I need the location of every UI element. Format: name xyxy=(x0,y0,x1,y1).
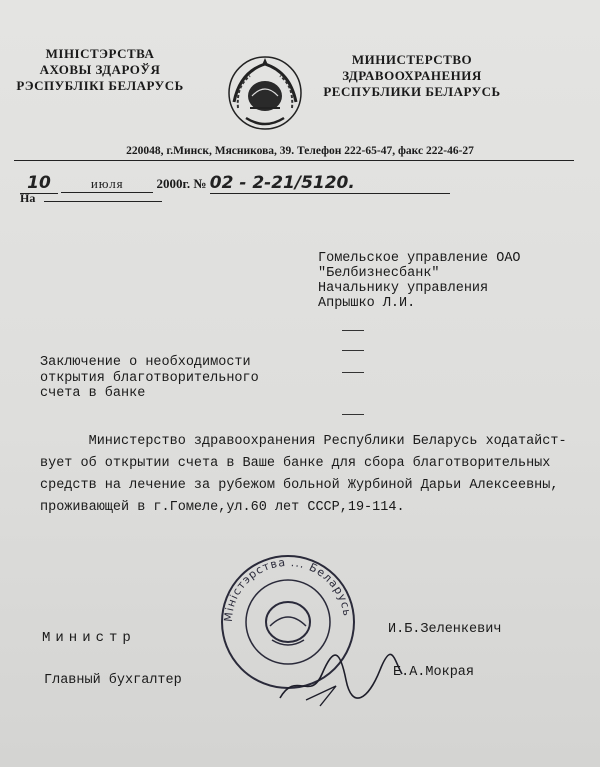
body-line: средств на лечение за рубежом больной Журбиной Дарьи Алексеевны, xyxy=(40,478,559,493)
subject-block xyxy=(40,355,259,402)
body-line: проживающей в г.Гомеле,ул.60 лет СССР,19-114. xyxy=(40,500,405,515)
addressee-line: Апрышко Л.И. xyxy=(318,296,416,311)
header-ru-line1: МИНИСТЕРСТВО xyxy=(351,52,473,67)
signature-mark xyxy=(276,640,406,710)
body-line: вует об открытии счета в Ваше банке для сбора благотворительных xyxy=(40,456,551,471)
stamp-text: Міністэрства ... Беларусь xyxy=(221,555,354,623)
na-label: На xyxy=(20,191,36,205)
margin-mark xyxy=(342,372,364,373)
subject-line: Заключение о необходимости xyxy=(40,355,251,370)
header-russian xyxy=(312,52,512,100)
addressee-line: Начальнику управления xyxy=(318,281,489,296)
header-ru-line3: РЕСПУБЛИКИ БЕЛАРУСЬ xyxy=(323,84,501,99)
na-blank xyxy=(44,201,162,202)
accountant-label: Главный бухгалтер xyxy=(44,673,182,688)
minister-label: Министр xyxy=(42,630,136,646)
date-month: июля xyxy=(61,176,153,193)
body-line: Министерство здравоохранения Республики Беларусь ходатайст- xyxy=(40,434,567,449)
header-divider xyxy=(14,160,574,161)
addressee-line: Гомельское управление ОАО xyxy=(318,251,521,266)
margin-mark xyxy=(342,414,364,415)
letter-body xyxy=(40,431,588,519)
header-ru-line2: ЗДРАВООХРАНЕНИЯ xyxy=(342,68,482,83)
date-year: 2000г. xyxy=(156,176,191,191)
minister-name: И.Б.Зеленкевич xyxy=(388,622,502,637)
addressee-block xyxy=(318,251,521,311)
svg-text:Міністэрства ... Беларусь xyxy=(222,556,354,622)
date-day: 10 xyxy=(27,173,51,193)
number-label: № xyxy=(193,176,207,191)
header-belarusian xyxy=(0,46,200,94)
document-number: 02 - 2-21/5120. xyxy=(209,173,355,193)
margin-mark xyxy=(342,350,364,351)
header-by-line3: РЭСПУБЛІКІ БЕЛАРУСЬ xyxy=(16,78,184,93)
margin-mark xyxy=(342,330,364,331)
ministry-address: 220048, г.Минск, Мясникова, 39. Телефон 222-65-47, факс 222-46-27 xyxy=(126,145,474,157)
addressee-line: "Белбизнесбанк" xyxy=(318,266,440,281)
coat-of-arms-icon xyxy=(224,52,306,134)
na-row xyxy=(20,191,162,206)
accountant-name: Е.А.Мокрая xyxy=(393,665,475,680)
header-by-line1: МІНІСТЭРСТВА xyxy=(45,46,155,61)
subject-line: счета в банке xyxy=(40,386,146,401)
header-by-line2: АХОВЫ ЗДАРОЎЯ xyxy=(39,62,161,77)
subject-line: открытия благотворительного xyxy=(40,370,259,386)
